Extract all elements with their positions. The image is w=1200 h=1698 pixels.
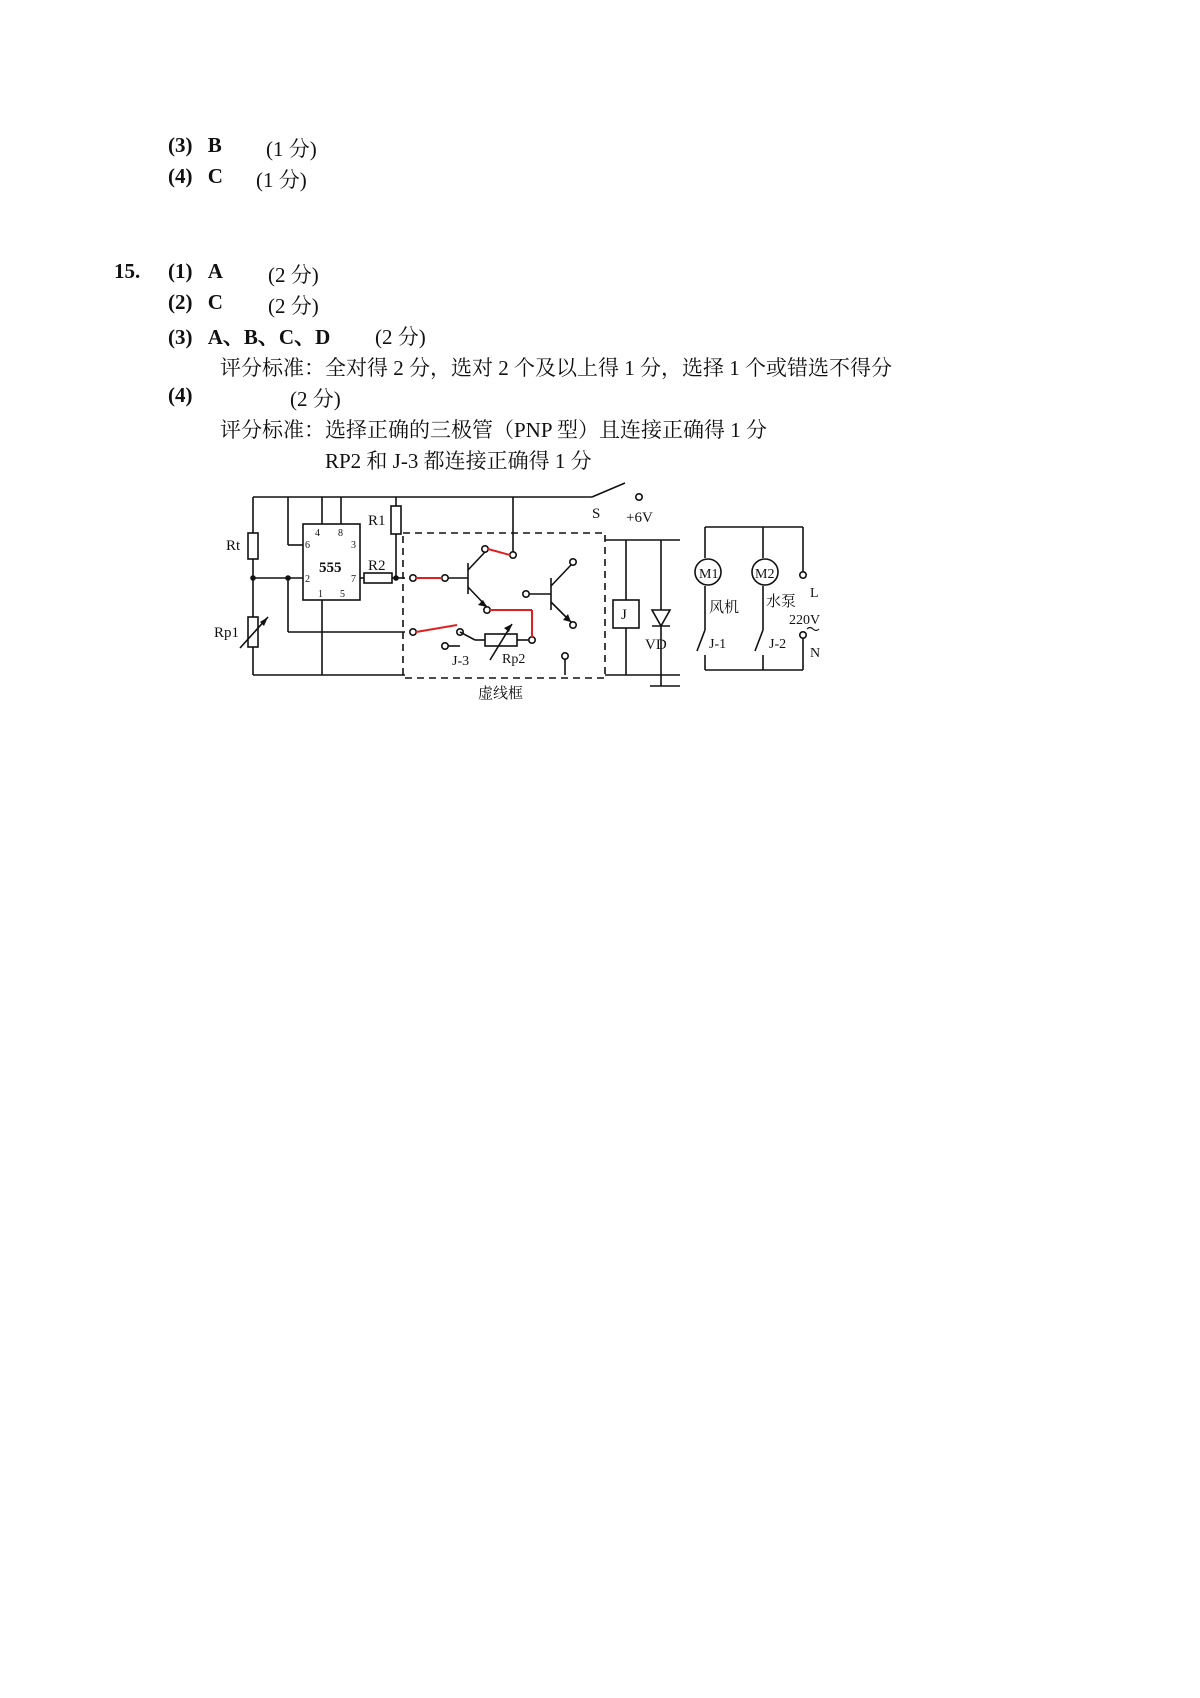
label-dashed-box: 虚线框	[478, 686, 524, 702]
label-r2: R2	[368, 558, 386, 574]
scoring-criteria-3: 评分标准：全对得 2 分，选对 2 个及以上得 1 分，选择 1 个或错选不得分	[220, 356, 892, 380]
label-j: J	[621, 607, 627, 623]
pin-6: 6	[305, 540, 310, 551]
label-rp2: Rp2	[502, 652, 526, 667]
pin-3: 3	[351, 540, 356, 551]
item-number: (2)	[168, 290, 193, 314]
label-rt: Rt	[226, 538, 241, 554]
item-answer: C	[207, 164, 223, 188]
item-number: (4)	[168, 164, 193, 188]
label-pump: 水泵	[766, 594, 797, 610]
label-s: S	[592, 506, 601, 522]
label-rp1: Rp1	[214, 625, 240, 641]
label-m2: M2	[755, 567, 775, 582]
item-answer: C	[207, 290, 223, 314]
q15-item-4-number: (4)	[168, 383, 193, 407]
label-vd: VD	[645, 637, 667, 653]
item-number: (3)	[168, 133, 193, 157]
prev-item-3-score: (1 分)	[266, 137, 317, 161]
pin-2: 2	[305, 574, 310, 585]
pin-8: 8	[338, 528, 343, 539]
q15-item-4-score: (2 分)	[290, 387, 341, 411]
scoring-criteria-4-line1: 评分标准：选择正确的三极管（PNP 型）且连接正确得 1 分	[220, 418, 767, 442]
q15-item-1-score: (2 分)	[268, 263, 319, 287]
question-number: 15.	[114, 259, 141, 283]
pin-4: 4	[315, 528, 320, 539]
label-j1: J-1	[709, 637, 727, 652]
label-m1: M1	[699, 567, 719, 582]
label-r1: R1	[368, 513, 386, 529]
label-j3: J-3	[452, 654, 470, 669]
item-answer: A	[207, 259, 223, 283]
item-number: (3)	[168, 325, 193, 349]
q15-item-2-score: (2 分)	[268, 294, 319, 318]
item-answer: B	[207, 133, 222, 157]
label-fan: 风机	[709, 600, 740, 616]
label-n: N	[810, 646, 821, 661]
label-j2: J-2	[769, 637, 787, 652]
scoring-criteria-4-line2: RP2 和 J-3 都连接正确得 1 分	[325, 449, 592, 473]
q15-item-3-score: (2 分)	[375, 325, 426, 349]
label-220v: 220V	[789, 613, 821, 628]
pin-7: 7	[351, 574, 356, 585]
label-l: L	[810, 586, 819, 601]
item-number: (1)	[168, 259, 193, 283]
pin-1: 1	[318, 589, 323, 600]
prev-item-4-score: (1 分)	[256, 168, 307, 192]
item-answer: A、B、C、D	[207, 325, 331, 349]
label-6v: +6V	[626, 510, 653, 526]
pin-5: 5	[340, 589, 345, 600]
label-555: 555	[319, 560, 342, 576]
